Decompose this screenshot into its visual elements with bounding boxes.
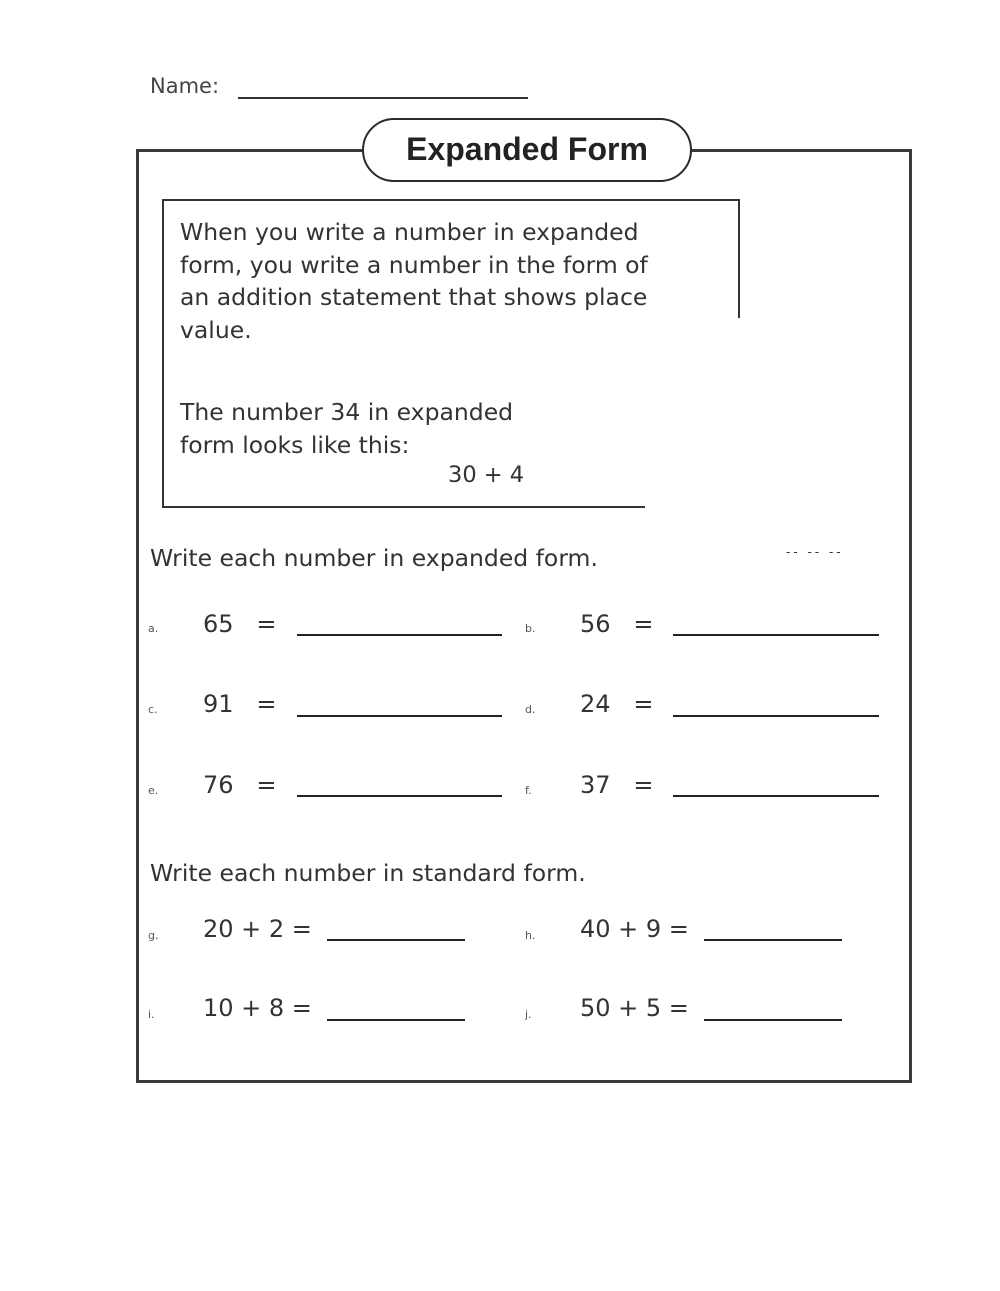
- answer-blank[interactable]: [327, 939, 465, 941]
- item-expression: 65 =: [203, 610, 277, 638]
- answer-blank[interactable]: [673, 715, 879, 717]
- item-expression: 50 + 5 =: [580, 994, 689, 1022]
- item-letter: f.: [525, 784, 532, 797]
- scribble-mark: -- -- --: [786, 545, 844, 559]
- expanded-instruction: Write each number in expanded form.: [150, 544, 598, 572]
- answer-blank[interactable]: [704, 939, 842, 941]
- item-letter: j.: [525, 1008, 532, 1021]
- item-expression: 20 + 2 =: [203, 915, 312, 943]
- example-text: The number 34 in expanded form looks like this:: [180, 398, 514, 459]
- item-expression: 10 + 8 =: [203, 994, 312, 1022]
- item-expression: 91 =: [203, 690, 277, 718]
- item-letter: i.: [148, 1008, 155, 1021]
- example-value: 30 + 4: [448, 462, 525, 488]
- answer-blank[interactable]: [673, 795, 879, 797]
- answer-blank[interactable]: [704, 1019, 842, 1021]
- answer-blank[interactable]: [673, 634, 879, 636]
- item-letter: h.: [525, 929, 536, 942]
- item-expression: 56 =: [580, 610, 654, 638]
- item-letter: c.: [148, 703, 158, 716]
- item-expression: 76 =: [203, 771, 277, 799]
- worksheet-title: Expanded Form: [362, 118, 692, 182]
- answer-blank[interactable]: [297, 715, 502, 717]
- item-letter: e.: [148, 784, 159, 797]
- item-expression: 24 =: [580, 690, 654, 718]
- item-letter: b.: [525, 622, 536, 635]
- item-expression: 40 + 9 =: [580, 915, 689, 943]
- standard-instruction: Write each number in standard form.: [150, 859, 586, 887]
- name-field[interactable]: [238, 97, 528, 99]
- answer-blank[interactable]: [297, 795, 502, 797]
- answer-blank[interactable]: [327, 1019, 465, 1021]
- definition-text: When you write a number in expanded form, you write a number in the form of an addition statement that shows place value.: [180, 218, 648, 344]
- item-letter: a.: [148, 622, 159, 635]
- name-label: Name:: [150, 74, 220, 98]
- info-box-gap: [645, 470, 745, 510]
- item-letter: g.: [148, 929, 159, 942]
- answer-blank[interactable]: [297, 634, 502, 636]
- item-letter: d.: [525, 703, 536, 716]
- item-expression: 37 =: [580, 771, 654, 799]
